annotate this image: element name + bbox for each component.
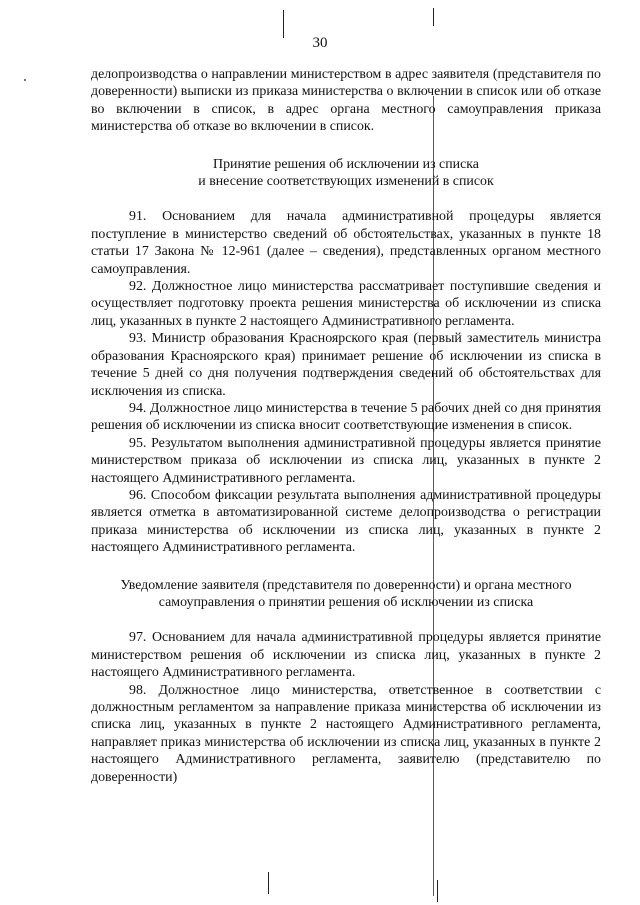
paragraph-continuation: делопроизводства о направлении министерством в адрес заявителя (представителя по доверенности) выписки из приказа министерства о включении в список или об отказе во включении в список, в адрес органа местного самоуправления приказа министерства об отказе во включении в список.: [91, 67, 601, 135]
heading-line: Принятие решения об исключении из списка: [213, 156, 479, 172]
section-heading-notification: [91, 577, 601, 612]
paragraph-91: 91. Основанием для начала административной процедуры является поступление в министерство сведений об обстоятельствах, указанных в пункте 18 статьи 17 Закона № 12-961 (далее – сведения), представленных органом местного самоуправления.: [91, 209, 601, 277]
paragraph-97: 97. Основанием для начала административной процедуры является принятие министерством решения об исключении из списка лиц, указанных в пункте 2 настоящего Административного регламента.: [91, 630, 601, 681]
section-heading-exclusion: [91, 156, 601, 191]
paragraph-93: 93. Министр образования Красноярского края (первый заместитель министра образования Красноярского края) принимает решение об исключении из списка в течение 5 дней со дня получения подтверждения сведений об обстоятельствах для исключения из списка.: [91, 331, 601, 399]
document-body: [91, 66, 601, 786]
scan-speck: [24, 79, 26, 81]
paragraph-92: 92. Должностное лицо министерства рассматривает поступившие сведения и осуществляет подготовку проекта решения министерства об исключении из списка лиц, указанных в пункте 2 настоящего Административного регламента.: [91, 279, 601, 329]
heading-line: самоуправления о принятии решения об исключении из списка: [158, 594, 534, 610]
heading-line: Уведомление заявителя (представителя по доверенности) и органа местного: [120, 577, 572, 593]
paragraph-95: 95. Результатом выполнения административной процедуры является принятие министерством приказа об исключении из списка лиц, указанных в пункте 2 настоящего Административного регламента.: [91, 435, 601, 486]
scan-artifact-line: [433, 8, 434, 26]
scan-artifact-line: [268, 872, 269, 894]
paragraph-98: 98. Должностное лицо министерства, ответственное в соответствии с должностным регламентом за направление приказа министерства об исключении из списка лиц, указанных в пункте 2 настоящего Административного регламента, направляет приказ министерства об исключении из списка лиц, указанных в пункте 2 настоящего Административного регламента, заявителю (представителю по доверенности): [91, 682, 601, 785]
paragraph-96: 96. Способом фиксации результата выполнения административной процедуры является отметка в автоматизированной системе делопроизводства о регистрации приказа министерства об исключении из списка лиц, указанных в пункте 2 настоящего Административного регламента.: [91, 487, 601, 556]
paragraph-94: 94. Должностное лицо министерства в течение 5 рабочих дней со дня принятия решения об исключении из списка вносит соответствующие изменения в список.: [91, 400, 601, 434]
scan-artifact-line: [437, 880, 438, 902]
heading-line: и внесение соответствующих изменений в список: [198, 174, 494, 190]
page-number: 30: [312, 35, 328, 51]
